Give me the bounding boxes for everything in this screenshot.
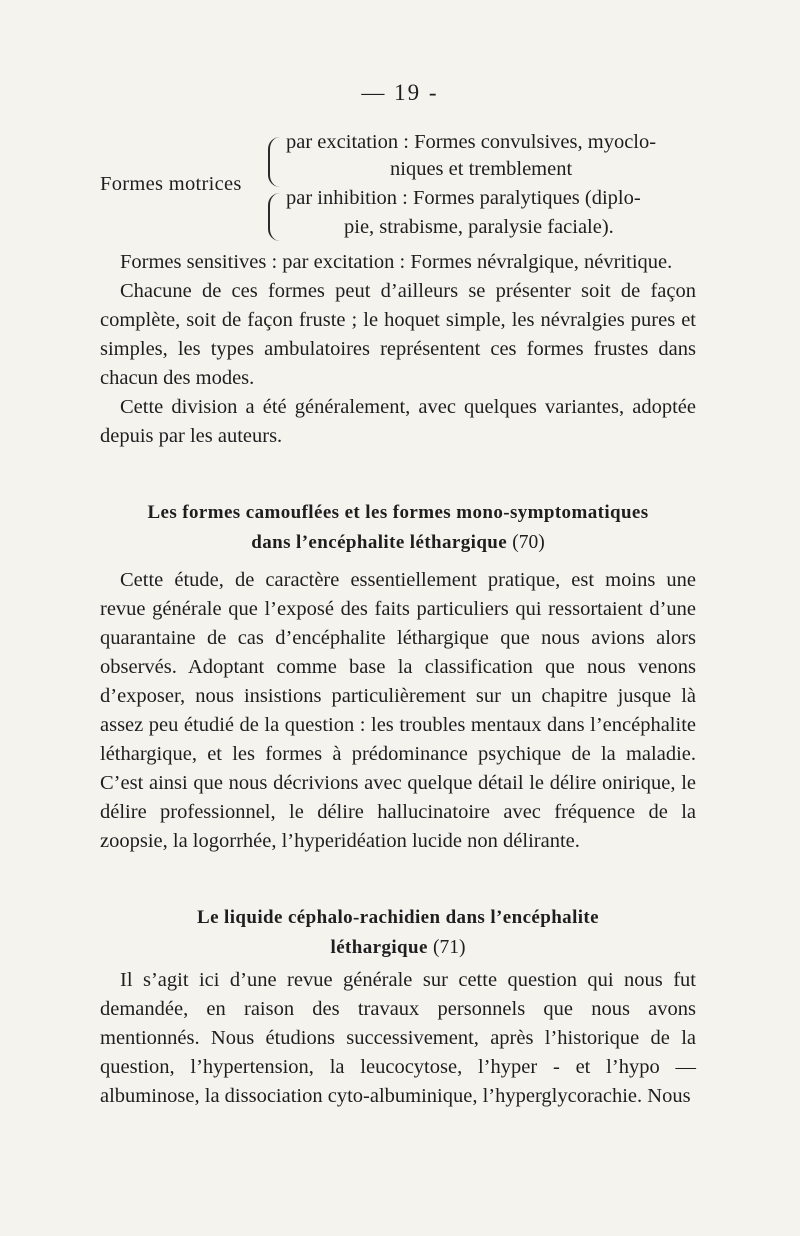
paragraph-division: Cette division a été généralement, avec quelques variantes, adoptée depuis par les auteurs. bbox=[100, 396, 696, 447]
reference-number: (70) bbox=[512, 532, 545, 553]
brace-excitation bbox=[268, 137, 284, 187]
paragraph-cette-etude: Cette étude, de caractère essentiellement pratique, est moins une revue générale que l’exposé des faits particuliers qui ressortaient d’une quarantaine de cas d’encéphalite léthargique que nous avions alors observés. Adoptant comme base la classification que nous venons d’exposer, nous insistions particulièrement sur un chapitre jusque là assez peu étudié de la question : les troubles mentaux dans l’encéphalite léthargique, et les formes à prédominance psychique de la maladie. C’est ainsi que nous décrivions avec quelque détail le délire onirique, le délire professionnel, le délire hallucinatoire avec fréquence de la zoopsie, la logorrhée, l’hyperidéation lucide non délirante. bbox=[100, 569, 696, 852]
inhibition-line-2: pie, strabisme, paralysie faciale). bbox=[344, 216, 614, 238]
paragraph-chacune: Chacune de ces formes peut d’ailleurs se présenter soit de façon complète, soit de façon fruste ; le hoquet simple, les névralgies pures et simples, les types ambulatoires représentent ces formes frustes dans chacun des modes. bbox=[100, 280, 696, 389]
paragraph-il-s-agit: Il s’agit ici d’une revue générale sur cette question qui nous fut demandée, en raison des travaux personnels que nous avons mentionnés. Nous étudions successivement, après l’historique de la question, l’hypertension, la leucocytose, l’hyper - et l’hypo — albuminose, la dissociation cyto-albuminique, l’hyperglycorachie. Nous bbox=[100, 969, 696, 1107]
heading-line bbox=[100, 933, 696, 963]
section-heading-liquide-cephalo-rachidien bbox=[100, 903, 696, 963]
reference-number: (71) bbox=[432, 937, 466, 958]
paragraph-formes-sensitives: Formes sensitives : par excitation : Formes névralgique, névritique. bbox=[120, 251, 673, 273]
page-number: — 19 - bbox=[361, 80, 439, 105]
heading-line: Les formes camouflées et les formes mono-symptomatiques bbox=[147, 502, 649, 523]
heading-line bbox=[100, 528, 696, 558]
excitation-line-1: par excitation : Formes convulsives, myoclo- bbox=[286, 131, 657, 153]
section-heading-formes-camouflees bbox=[100, 498, 696, 558]
heading-text: léthargique bbox=[330, 937, 428, 958]
heading-text: dans l’encéphalite léthargique bbox=[251, 532, 508, 553]
excitation-line-2: niques et tremblement bbox=[390, 158, 573, 180]
section-2-text bbox=[100, 966, 696, 1111]
inhibition-line-1: par inhibition : Formes paralytiques (diplo- bbox=[286, 187, 641, 209]
heading-line: Le liquide céphalo-rachidien dans l’encéphalite bbox=[197, 907, 599, 928]
formes-motrices-label: Formes motrices bbox=[100, 173, 242, 195]
intro-text bbox=[100, 248, 696, 451]
formes-motrices-block bbox=[100, 127, 700, 247]
section-1-text bbox=[100, 566, 696, 856]
brace-inhibition bbox=[268, 193, 284, 241]
